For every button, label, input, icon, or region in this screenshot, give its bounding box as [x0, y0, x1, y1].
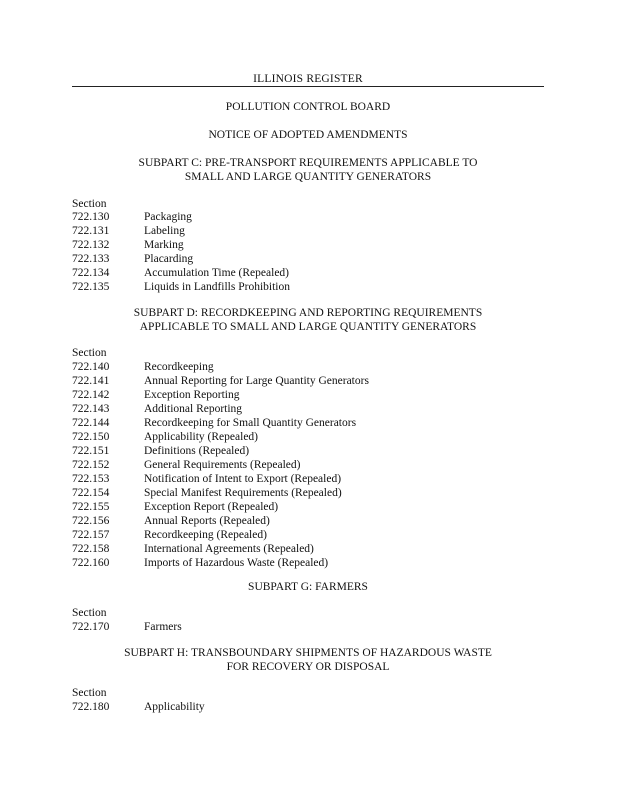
- subpart-heading-line: APPLICABLE TO SMALL AND LARGE QUANTITY GENERATORS: [139, 321, 477, 333]
- section-title: Imports of Hazardous Waste (Repealed): [144, 557, 329, 569]
- section-title: Placarding: [144, 253, 194, 265]
- section-number: 722.152: [72, 459, 110, 471]
- section-entry: [72, 402, 544, 416]
- section-entry: [72, 458, 544, 472]
- section-number: 722.151: [72, 445, 110, 457]
- subpart-h-heading: [72, 646, 544, 674]
- section-title: Farmers: [144, 621, 182, 633]
- section-entry: [72, 700, 544, 714]
- section-number: 722.153: [72, 473, 110, 485]
- section-title: Notification of Intent to Export (Repealed): [144, 473, 342, 485]
- section-number: 722.170: [72, 621, 110, 633]
- section-entry: [72, 280, 544, 294]
- subpart-heading-line: SUBPART D: RECORDKEEPING AND REPORTING REQUIREMENTS: [133, 307, 483, 319]
- section-title: Liquids in Landfills Prohibition: [144, 281, 290, 293]
- section-number: 722.135: [72, 281, 110, 293]
- section-number: 722.132: [72, 239, 110, 251]
- section-number: 722.130: [72, 211, 110, 223]
- section-entry: [72, 224, 544, 238]
- subpart-heading-line: SMALL AND LARGE QUANTITY GENERATORS: [184, 171, 432, 183]
- section-entry: [72, 360, 544, 374]
- board-title: POLLUTION CONTROL BOARD: [225, 101, 391, 113]
- section-entry: [72, 556, 544, 570]
- section-number: 722.131: [72, 225, 110, 237]
- section-title: Applicability (Repealed): [144, 431, 259, 443]
- subpart-c-heading: [72, 156, 544, 184]
- section-number: 722.154: [72, 487, 110, 499]
- section-entry: [72, 266, 544, 280]
- subpart-heading-line: SUBPART C: PRE-TRANSPORT REQUIREMENTS APPLICABLE TO: [138, 157, 478, 169]
- section-title: Recordkeeping for Small Quantity Generators: [144, 417, 357, 429]
- section-entry: [72, 542, 544, 556]
- section-entry: [72, 514, 544, 528]
- section-entry: [72, 388, 544, 402]
- header-rule: [72, 86, 544, 87]
- section-number: 722.143: [72, 403, 110, 415]
- section-entry: [72, 374, 544, 388]
- section-number: 722.180: [72, 701, 110, 713]
- subpart-heading-line: SUBPART H: TRANSBOUNDARY SHIPMENTS OF HAZARDOUS WASTE: [124, 647, 492, 659]
- section-entry: [72, 238, 544, 252]
- section-entry: [72, 472, 544, 486]
- subpart-g-heading: [72, 580, 544, 594]
- section-title: Exception Report (Repealed): [144, 501, 279, 513]
- section-title: Marking: [144, 239, 184, 251]
- section-entry: [72, 430, 544, 444]
- subpart-h-sections: [72, 700, 544, 714]
- section-number: 722.156: [72, 515, 110, 527]
- register-title: ILLINOIS REGISTER: [253, 73, 363, 85]
- section-label: Section: [72, 198, 107, 210]
- subpart-heading-line: SUBPART G: FARMERS: [248, 581, 368, 593]
- subpart-g-sections: [72, 620, 544, 634]
- section-label: Section: [72, 687, 107, 699]
- section-entry: [72, 620, 544, 634]
- section-label: Section: [72, 607, 107, 619]
- section-title: Special Manifest Requirements (Repealed): [144, 487, 342, 499]
- section-number: 722.133: [72, 253, 110, 265]
- notice-title: NOTICE OF ADOPTED AMENDMENTS: [208, 129, 408, 141]
- section-entry: [72, 210, 544, 224]
- subpart-c-sections: [72, 210, 544, 294]
- section-title: Labeling: [144, 225, 185, 237]
- section-title: Additional Reporting: [144, 403, 243, 415]
- section-title: General Requirements (Repealed): [144, 459, 301, 471]
- section-number: 722.158: [72, 543, 110, 555]
- section-title: Exception Reporting: [144, 389, 240, 401]
- section-number: 722.144: [72, 417, 110, 429]
- section-title: Annual Reports (Repealed): [144, 515, 270, 527]
- section-number: 722.142: [72, 389, 110, 401]
- section-number: 722.140: [72, 361, 110, 373]
- section-number: 722.160: [72, 557, 110, 569]
- section-title: International Agreements (Repealed): [144, 543, 314, 555]
- subpart-heading-line: FOR RECOVERY OR DISPOSAL: [226, 661, 390, 673]
- section-title: Recordkeeping: [144, 361, 214, 373]
- section-title: Packaging: [144, 211, 192, 223]
- section-title: Applicability: [144, 701, 205, 713]
- section-title: Recordkeeping (Repealed): [144, 529, 267, 541]
- section-number: 722.150: [72, 431, 110, 443]
- section-entry: [72, 416, 544, 430]
- section-number: 722.134: [72, 267, 110, 279]
- section-entry: [72, 444, 544, 458]
- subpart-d-heading: [72, 306, 544, 334]
- section-number: 722.155: [72, 501, 110, 513]
- section-title: Annual Reporting for Large Quantity Generators: [144, 375, 369, 387]
- section-entry: [72, 500, 544, 514]
- section-title: Definitions (Repealed): [144, 445, 250, 457]
- section-label: Section: [72, 347, 107, 359]
- section-number: 722.157: [72, 529, 110, 541]
- section-entry: [72, 486, 544, 500]
- section-number: 722.141: [72, 375, 110, 387]
- section-title: Accumulation Time (Repealed): [144, 267, 289, 279]
- subpart-d-sections: [72, 360, 544, 570]
- section-entry: [72, 252, 544, 266]
- section-entry: [72, 528, 544, 542]
